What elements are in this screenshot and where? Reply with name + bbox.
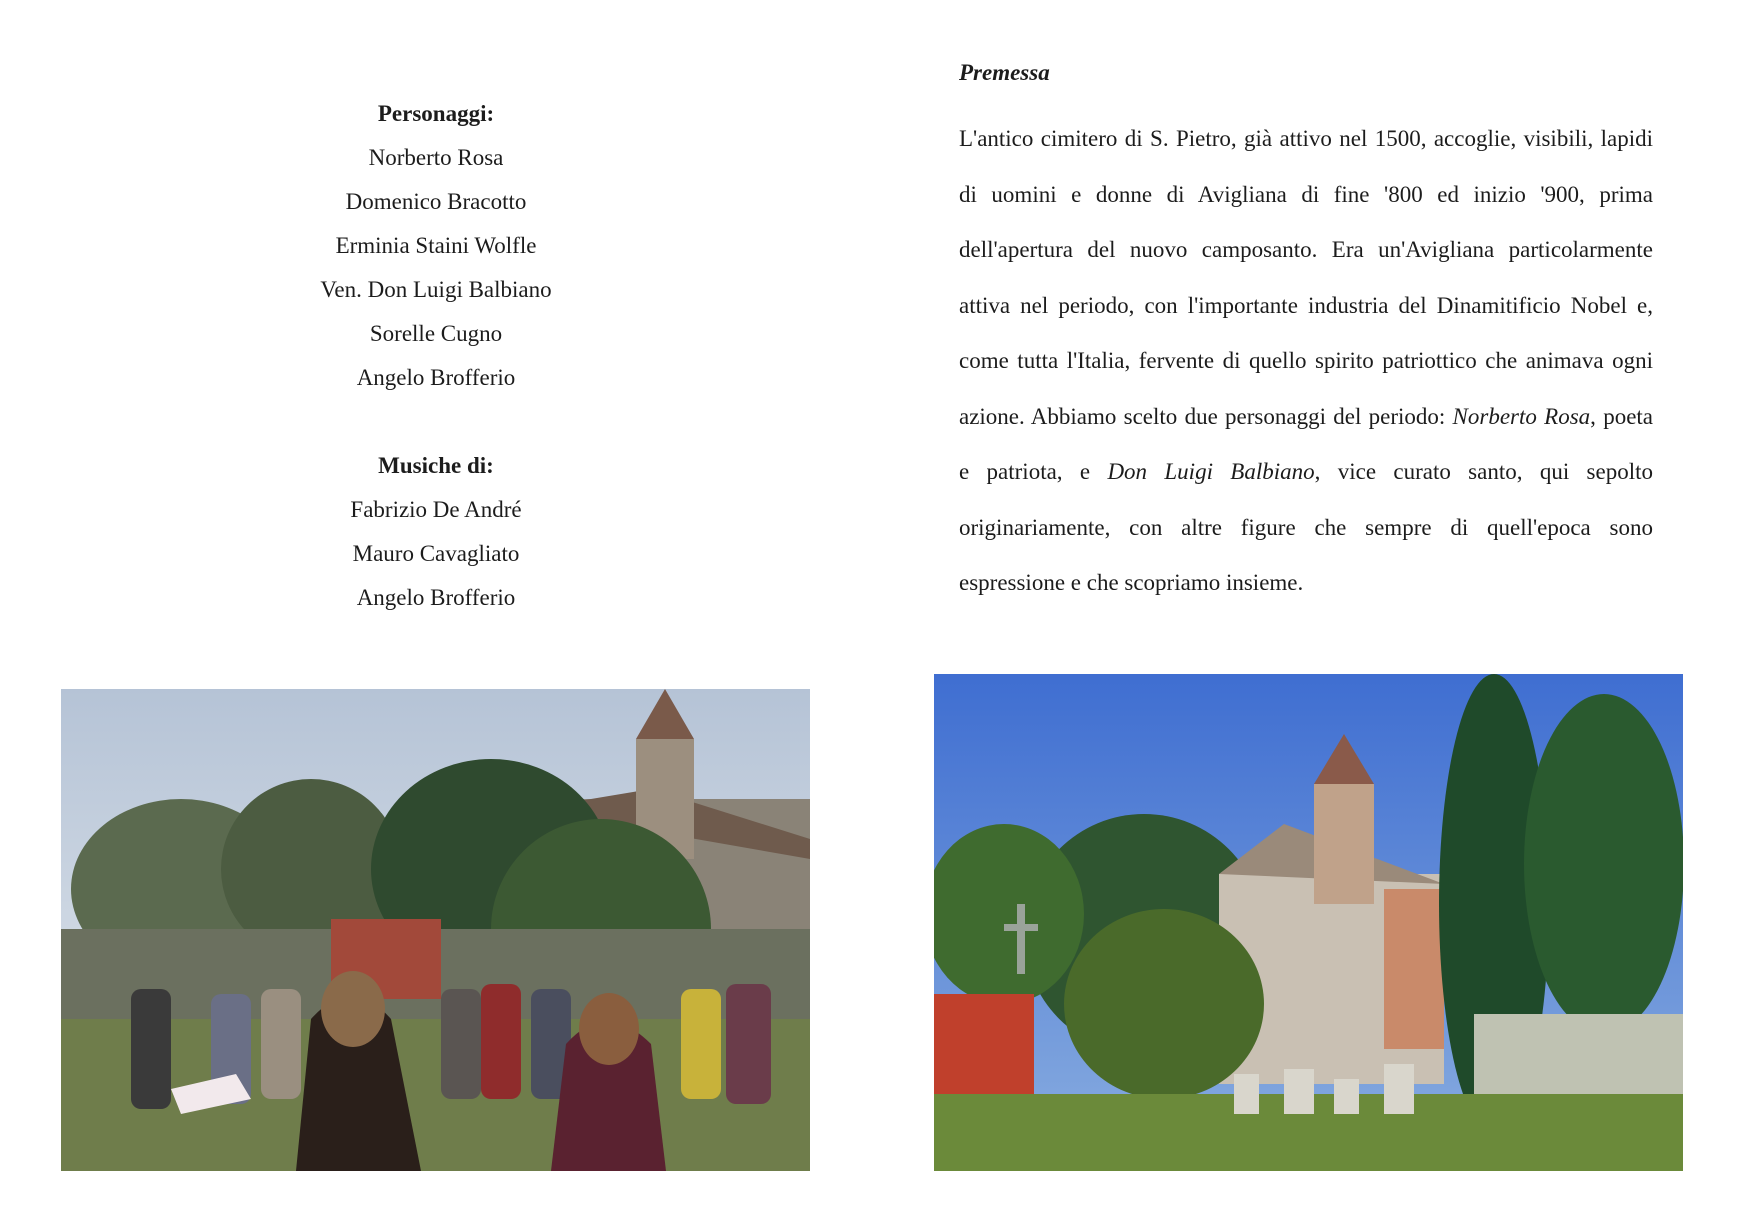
preface-text: , vice curato santo, qui sepolto originariamente, con altre figure che sempre di quell'epoca sono espressione e che scopriamo insieme. [959,459,1653,595]
preface-section [959,55,1653,611]
music-item: Angelo Brofferio [356,585,516,610]
character-item: Domenico Bracotto [345,189,527,214]
characters-heading: Personaggi: [377,101,495,126]
character-item: Erminia Staini Wolfle [335,233,537,258]
cast-list [260,92,612,620]
character-item: Ven. Don Luigi Balbiano [320,277,552,302]
character-item: Sorelle Cugno [369,321,503,346]
character-item: Norberto Rosa [368,145,504,170]
preface-text: L'antico cimitero di S. Pietro, già attivo nel 1500, accoglie, visibili, lapidi di uomini e donne di Avigliana di fine '800 ed inizio '900, prima dell'apertura del nuovo camposanto. Era un'Avigliana particolarmente attiva nel periodo, con l'importante industria del Dinamitificio Nobel e, come tutta l'Italia, fervente di quello spirito patriottico che animava ogni azione. Abbiamo scelto due personaggi del periodo: [959,126,1653,429]
preface-paragraph [959,111,1653,611]
photo-crowd-cemetery [61,689,810,1171]
music-item: Fabrizio De André [350,497,522,522]
music-item: Mauro Cavagliato [352,541,520,566]
preface-emphasis: Norberto Rosa [1452,403,1591,429]
character-item: Angelo Brofferio [356,365,516,390]
music-heading: Musiche di: [378,453,494,478]
preface-heading: Premessa [959,60,1050,85]
spacer [260,400,612,444]
photo-church-exterior [934,674,1683,1171]
preface-text: , poeta e patriota, e [959,403,1654,484]
preface-emphasis: Don Luigi Balbiano [1107,459,1315,484]
